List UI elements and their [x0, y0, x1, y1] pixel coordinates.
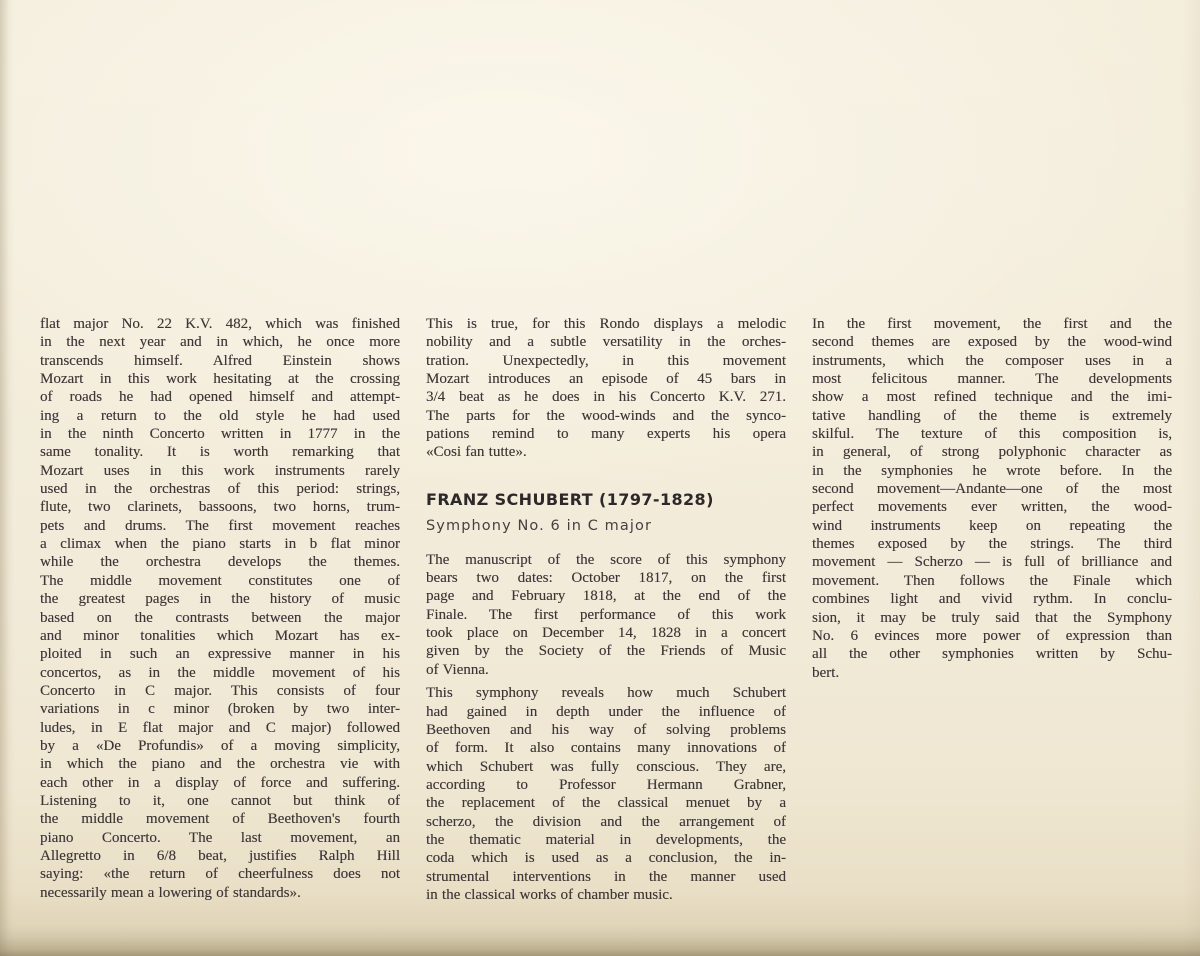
text-line: used in the orchestras of this period: strings, — [40, 481, 400, 498]
text-line: according to Professor Hermann Grabner, — [426, 776, 786, 793]
text-line: movement — Scherzo — is full of brilliance and — [812, 554, 1172, 571]
text-line: coda which is used as a conclusion, the in- — [426, 850, 786, 867]
text-line: in the ninth Concerto written in 1777 in the — [40, 426, 400, 443]
paragraph — [40, 315, 400, 902]
text-line: This is true, for this Rondo displays a melodic — [426, 316, 786, 332]
text-line: flat major No. 22 K.V. 482, which was finished — [40, 316, 400, 332]
text-line: skilful. The texture of this composition is, — [812, 426, 1172, 443]
text-line: The manuscript of the score of this symphony — [426, 551, 786, 568]
composer-heading: FRANZ SCHUBERT (1797-1828) — [426, 489, 714, 509]
text-line: instruments, which the composer uses in a — [812, 352, 1172, 369]
text-line: in which the piano and the orchestra vie with — [40, 756, 400, 773]
text-line: the greatest pages in the history of music — [40, 591, 400, 608]
text-line: 3/4 beat as he does in his Concerto K.V. 271. — [426, 389, 786, 406]
text-line: tration. Unexpectedly, in this movement — [426, 352, 786, 369]
text-line: necessarily mean a lowering of standards». — [40, 884, 301, 901]
text-line: Mozart in this work hesitating at the crossing — [40, 371, 400, 388]
text-line: Listening to it, one cannot but think of — [40, 792, 400, 809]
text-line: No. 6 evinces more power of expression than — [812, 627, 1172, 644]
text-line: a climax when the piano starts in b flat minor — [40, 536, 400, 553]
text-line: of roads he had opened himself and attempt- — [40, 389, 400, 406]
text-line: same tonality. It is worth remarking that — [40, 444, 400, 461]
text-line: bears two dates: October 1817, on the first — [426, 570, 786, 587]
text-line: based on the contrasts between the major — [40, 609, 400, 626]
text-line: combines light and vivid rythm. In conclu- — [812, 591, 1172, 608]
text-line: Allegretto in 6/8 beat, justifies Ralph Hill — [40, 847, 400, 864]
paragraph — [812, 315, 1172, 682]
text-line: of Vienna. — [426, 661, 489, 678]
text-line: This symphony reveals how much Schubert — [426, 685, 786, 702]
paragraph — [426, 551, 786, 679]
text-line: concertos, as in the middle movement of his — [40, 664, 400, 681]
text-line: by a «De Profundis» of a moving simplicity, — [40, 737, 400, 754]
text-line: wind instruments keep on repeating the — [812, 517, 1172, 534]
text-line: which Schubert was fully conscious. They are, — [426, 758, 786, 775]
text-line: In the first movement, the first and the — [812, 316, 1172, 332]
text-line: in the next year and in which, he once more — [40, 334, 400, 351]
text-columns — [40, 315, 1172, 909]
text-line: pations remind to many experts his opera — [426, 426, 786, 443]
text-line: bert. — [812, 664, 840, 681]
work-title: Symphony No. 6 in C major — [426, 517, 653, 534]
text-line: «Cosi fan tutte». — [426, 444, 527, 461]
text-line: piano Concerto. The last movement, an — [40, 829, 400, 846]
text-line: scherzo, the division and the arrangement of — [426, 813, 786, 830]
text-line: ludes, in E flat major and C major) followed — [40, 719, 400, 736]
text-line: second movement—Andante—one of the most — [812, 481, 1172, 498]
text-line: each other in a display of force and suffering. — [40, 774, 400, 791]
text-line: tative handling of the theme is extremely — [812, 407, 1172, 424]
text-line: themes exposed by the strings. The third — [812, 536, 1172, 553]
column-1 — [40, 315, 400, 909]
text-line: the middle movement of Beethoven's fourth — [40, 811, 400, 828]
paragraph — [426, 684, 786, 904]
text-line: transcends himself. Alfred Einstein shows — [40, 352, 400, 369]
text-line: the thematic material in developments, the — [426, 831, 786, 848]
text-line: while the orchestra develops the themes. — [40, 554, 400, 571]
text-line: The middle movement constitutes one of — [40, 572, 400, 589]
text-line: nobility and a subtle versatility in the orches- — [426, 334, 786, 351]
text-line: had gained in depth under the influence of — [426, 703, 786, 720]
text-line: all the other symphonies written by Schu- — [812, 646, 1172, 663]
text-line: Beethoven and his way of solving problems — [426, 721, 786, 738]
text-line: ploited in such an expressive manner in his — [40, 646, 400, 663]
text-line: Finale. The first performance of this work — [426, 606, 786, 623]
text-line: and minor tonalities which Mozart has ex- — [40, 627, 400, 644]
page-left-edge-shadow — [0, 0, 9, 956]
paragraph — [426, 315, 786, 462]
text-line: Mozart uses in this work instruments rarely — [40, 462, 400, 479]
text-line: strumental interventions in the manner used — [426, 868, 786, 885]
text-line: second themes are exposed by the wood-wind — [812, 334, 1172, 351]
text-line: given by the Society of the Friends of Music — [426, 643, 786, 660]
text-line: sion, it may be truly said that the Symphony — [812, 609, 1172, 626]
text-line: pets and drums. The first movement reaches — [40, 517, 400, 534]
text-line: movement. Then follows the Finale which — [812, 572, 1172, 589]
text-line: The parts for the wood-winds and the synco- — [426, 407, 786, 424]
text-line: variations in c minor (broken by two inter- — [40, 701, 400, 718]
text-line: in general, of strong polyphonic character as — [812, 444, 1172, 461]
column-2 — [426, 315, 786, 909]
text-line: the replacement of the classical menuet by a — [426, 795, 786, 812]
text-line: Mozart introduces an episode of 45 bars in — [426, 371, 786, 388]
text-line: in the classical works of chamber music. — [426, 886, 673, 903]
text-line: in the symphonies he wrote before. In the — [812, 462, 1172, 479]
text-line: took place on December 14, 1828 in a concert — [426, 625, 786, 642]
text-line: most felicitous manner. The developments — [812, 371, 1172, 388]
column-3 — [812, 315, 1172, 909]
text-line: saying: «the return of cheerfulness does not — [40, 866, 400, 883]
text-line: perfect movements ever written, the wood- — [812, 499, 1172, 516]
text-line: flute, two clarinets, bassoons, two horns, trum- — [40, 499, 400, 516]
text-line: of form. It also contains many innovations of — [426, 740, 786, 757]
page-bottom-edge-shadow — [0, 926, 1200, 956]
text-line: show a most refined technique and the imi- — [812, 389, 1172, 406]
text-line: ing a return to the old style he had used — [40, 407, 400, 424]
text-line: page and February 1818, at the end of the — [426, 588, 786, 605]
text-line: Concerto in C major. This consists of four — [40, 682, 400, 699]
